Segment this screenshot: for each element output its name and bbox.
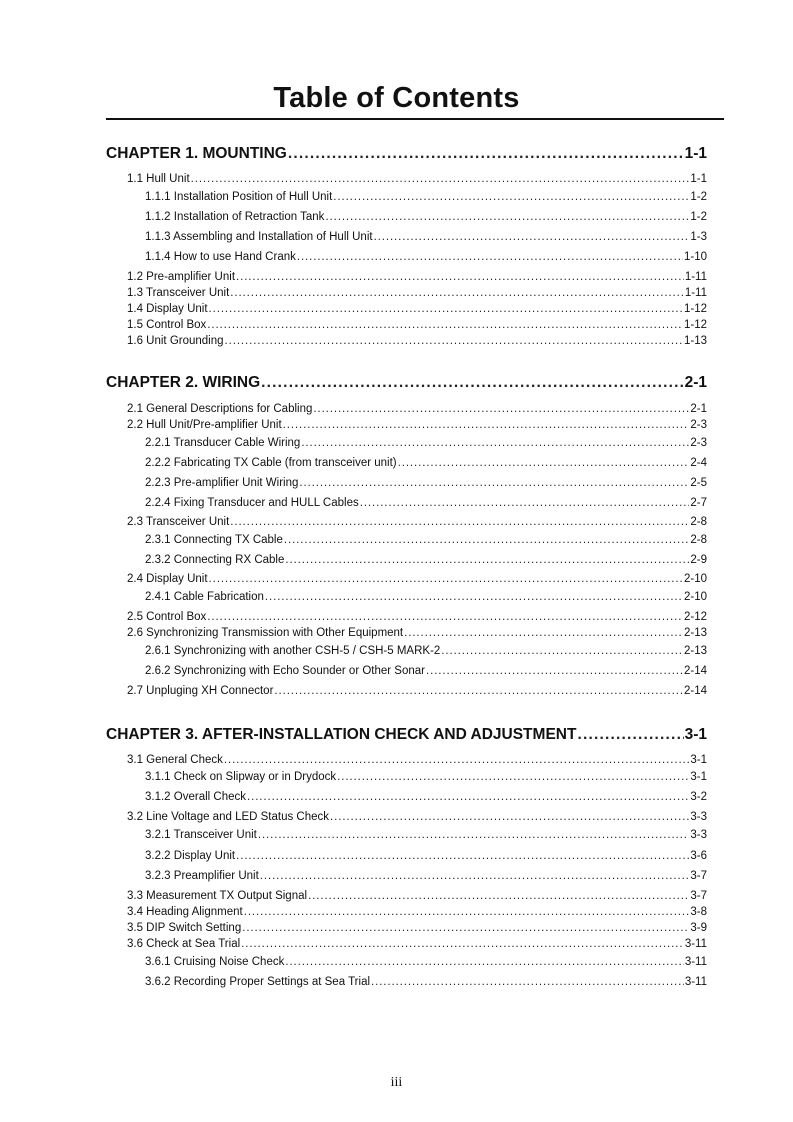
toc-entry-label: 3.2.3 Preamplifier Unit: [145, 870, 259, 882]
leader-dots: [209, 303, 683, 315]
toc-entry-label: 2.4.1 Cable Fabrication: [145, 591, 264, 603]
chapter-2-title: CHAPTER 2. WIRING: [106, 374, 261, 391]
toc-entry-page: 3-11: [684, 938, 707, 950]
toc-entry-label: 3.1.1 Check on Slipway or in Drydock: [145, 771, 337, 783]
toc-entry-label: 1.5 Control Box: [127, 319, 207, 331]
toc-entry-page: 3-3: [690, 829, 707, 841]
toc-entry-page: 2-10: [683, 573, 707, 585]
toc-entry[interactable]: [145, 591, 707, 603]
toc-entry-label: 1.6 Unit Grounding: [127, 335, 224, 347]
leader-dots: [224, 754, 689, 766]
toc-entry-label: 3.2 Line Voltage and LED Status Check: [127, 811, 330, 823]
leader-dots: [230, 287, 684, 299]
toc-entry-label: 2.5 Control Box: [127, 611, 207, 623]
toc-entry-page: 1-12: [683, 303, 707, 315]
toc-entry[interactable]: [145, 771, 707, 783]
toc-entry[interactable]: [127, 287, 707, 299]
toc-entry[interactable]: [127, 611, 707, 623]
leader-dots: [209, 573, 683, 585]
toc-entry-label: 2.2.1 Transducer Cable Wiring: [145, 437, 301, 449]
leader-dots: [283, 419, 690, 431]
leader-dots: [285, 956, 683, 968]
toc-entry-page: 3-11: [684, 976, 707, 988]
toc-entry[interactable]: [127, 419, 707, 431]
toc-entry[interactable]: [127, 922, 707, 934]
toc-entry-page: 3-1: [690, 771, 707, 783]
toc-entry-label: 1.1 Hull Unit: [127, 173, 190, 185]
toc-entry-page: 2-10: [683, 591, 707, 603]
toc-entry-label: 3.6.1 Cruising Noise Check: [145, 956, 285, 968]
leader-dots: [258, 829, 690, 841]
leader-dots: [330, 811, 689, 823]
toc-entry[interactable]: [127, 319, 707, 331]
toc-entry-label: 3.2.1 Transceiver Unit: [145, 829, 257, 841]
leader-dots: [285, 554, 689, 566]
toc-entry[interactable]: [127, 906, 707, 918]
toc-entry-page: 2-14: [683, 685, 707, 697]
toc-entry-label: 1.4 Display Unit: [127, 303, 208, 315]
page-title: Table of Contents: [273, 82, 520, 114]
leader-dots: [191, 173, 690, 185]
toc-entry-page: 3-1: [690, 754, 707, 766]
toc-entry-label: 2.6.2 Synchronizing with Echo Sounder or Other Sonar: [145, 665, 425, 677]
toc-entry-label: 2.3 Transceiver Unit: [127, 516, 230, 528]
toc-entry-label: 3.1.2 Overall Check: [145, 791, 246, 803]
toc-entry-page: 3-6: [690, 850, 707, 862]
toc-entry[interactable]: [145, 457, 707, 469]
leader-dots: [284, 534, 689, 546]
toc-entry-label: 2.6 Synchronizing Transmission with Other Equipment: [127, 627, 404, 639]
leader-dots: [274, 685, 683, 697]
leader-dots: [374, 231, 690, 243]
leader-dots: [261, 374, 683, 392]
toc-entry[interactable]: [145, 211, 707, 223]
toc-entry[interactable]: [145, 191, 707, 203]
toc-entry[interactable]: [145, 534, 707, 546]
toc-entry-page: 1-2: [690, 211, 707, 223]
toc-entry[interactable]: [127, 573, 707, 585]
toc-entry-label: 3.4 Heading Alignment: [127, 906, 243, 918]
toc-entry-page: 2-5: [690, 477, 707, 489]
toc-entry-page: 2-8: [690, 534, 707, 546]
toc-entry-label: 2.3.1 Connecting TX Cable: [145, 534, 283, 546]
toc-entry-label: 2.2.3 Pre-amplifier Unit Wiring: [145, 477, 299, 489]
toc-entry-label: 1.2 Pre-amplifier Unit: [127, 271, 236, 283]
toc-entry-page: 2-14: [683, 665, 707, 677]
title-rule: [106, 118, 724, 120]
toc-entry-label: 3.2.2 Display Unit: [145, 850, 236, 862]
toc-entry-label: 3.6 Check at Sea Trial: [127, 938, 241, 950]
toc-entry[interactable]: [127, 303, 707, 315]
leader-dots: [230, 516, 689, 528]
toc-entry-page: 2-8: [690, 516, 707, 528]
toc-entry-page: 1-13: [683, 335, 707, 347]
leader-dots: [441, 645, 683, 657]
toc-entry-label: 2.2.2 Fabricating TX Cable (from transceiver unit): [145, 457, 397, 469]
leader-dots: [337, 771, 689, 783]
toc-entry[interactable]: [145, 850, 707, 862]
chapter-1-page: 1-1: [684, 145, 707, 162]
toc-entry-page: 2-4: [690, 457, 707, 469]
leader-dots: [242, 922, 689, 934]
page-number: iii: [390, 1075, 403, 1090]
toc-entry-page: 2-13: [683, 627, 707, 639]
toc-entry-label: 3.1 General Check: [127, 754, 223, 766]
leader-dots: [398, 457, 690, 469]
toc-entry-label: 2.1 General Descriptions for Cabling: [127, 403, 313, 415]
leader-dots: [236, 271, 684, 283]
toc-entry-label: 1.1.4 How to use Hand Crank: [145, 251, 296, 263]
toc-entry-label: 2.3.2 Connecting RX Cable: [145, 554, 285, 566]
toc-entry-page: 1-11: [684, 271, 707, 283]
toc-entry[interactable]: [127, 627, 707, 639]
toc-entry-page: 2-3: [690, 437, 707, 449]
toc-entry-label: 2.2.4 Fixing Transducer and HULL Cables: [145, 497, 359, 509]
toc-entry-page: 2-7: [690, 497, 707, 509]
toc-entry-page: 3-8: [690, 906, 707, 918]
toc-entry[interactable]: [127, 516, 707, 528]
toc-entry-page: 3-11: [684, 956, 707, 968]
leader-dots: [288, 145, 684, 163]
chapter-1-title: CHAPTER 1. MOUNTING: [106, 145, 287, 162]
toc-entry-page: 3-9: [690, 922, 707, 934]
leader-dots: [404, 627, 683, 639]
leader-dots: [241, 938, 684, 950]
chapter-3-title: CHAPTER 3. AFTER-INSTALLATION CHECK AND ADJUSTMENT: [106, 726, 577, 743]
toc-entry-page: 2-1: [690, 403, 707, 415]
leader-dots: [577, 726, 683, 744]
leader-dots: [207, 319, 683, 331]
toc-entry-page: 3-7: [690, 890, 707, 902]
toc-entry[interactable]: [127, 938, 707, 950]
toc-entry[interactable]: [127, 403, 707, 415]
toc-entry-label: 2.4 Display Unit: [127, 573, 208, 585]
toc-entry-page: 1-3: [690, 231, 707, 243]
leader-dots: [236, 850, 689, 862]
toc-entry-label: 1.3 Transceiver Unit: [127, 287, 230, 299]
toc-entry[interactable]: [145, 976, 707, 988]
leader-dots: [426, 665, 683, 677]
toc-entry[interactable]: [127, 754, 707, 766]
toc-entry[interactable]: [127, 335, 707, 347]
leader-dots: [225, 335, 683, 347]
toc-entry-label: 2.7 Unpluging XH Connector: [127, 685, 274, 697]
leader-dots: [244, 906, 690, 918]
chapter-1-heading[interactable]: [106, 145, 707, 163]
toc-entry[interactable]: [145, 231, 707, 243]
toc-entry[interactable]: [127, 271, 707, 283]
toc-entry-label: 2.2 Hull Unit/Pre-amplifier Unit: [127, 419, 282, 431]
toc-entry-label: 1.1.2 Installation of Retraction Tank: [145, 211, 325, 223]
toc-entry-page: 2-13: [683, 645, 707, 657]
toc-entry[interactable]: [127, 811, 707, 823]
toc-entry-page: 1-11: [684, 287, 707, 299]
leader-dots: [247, 791, 689, 803]
leader-dots: [260, 870, 690, 882]
toc-entry-page: 2-3: [690, 419, 707, 431]
toc-entry-page: 1-1: [690, 173, 707, 185]
toc-entry-page: 1-2: [690, 191, 707, 203]
toc-entry-page: 3-7: [690, 870, 707, 882]
toc-entry-page: 2-12: [683, 611, 707, 623]
chapter-3-heading[interactable]: [106, 726, 707, 744]
toc-entry-page: 1-12: [683, 319, 707, 331]
toc-entry-label: 3.6.2 Recording Proper Settings at Sea Trial: [145, 976, 371, 988]
toc-entry-label: 2.6.1 Synchronizing with another CSH-5 / CSH-5 MARK-2: [145, 645, 441, 657]
toc-entry[interactable]: [145, 645, 707, 657]
leader-dots: [325, 211, 689, 223]
toc-entry-page: 3-3: [690, 811, 707, 823]
leader-dots: [333, 191, 689, 203]
toc-entry-label: 3.5 DIP Switch Setting: [127, 922, 242, 934]
chapter-2-page: 2-1: [684, 374, 707, 391]
leader-dots: [297, 251, 683, 263]
toc-entry[interactable]: [145, 829, 707, 841]
toc-entry[interactable]: [145, 477, 707, 489]
toc-entry[interactable]: [145, 791, 707, 803]
toc-entry[interactable]: [145, 251, 707, 263]
toc-entry[interactable]: [145, 665, 707, 677]
toc-entry-label: 3.3 Measurement TX Output Signal: [127, 890, 308, 902]
toc-entry[interactable]: [127, 890, 707, 902]
toc-entry-label: 1.1.3 Assembling and Installation of Hull Unit: [145, 231, 373, 243]
toc-entry-page: 2-9: [690, 554, 707, 566]
leader-dots: [308, 890, 689, 902]
toc-entry[interactable]: [127, 685, 707, 697]
leader-dots: [207, 611, 683, 623]
leader-dots: [371, 976, 684, 988]
chapter-2-heading[interactable]: [106, 374, 707, 392]
toc-entry-label: 1.1.1 Installation Position of Hull Unit: [145, 191, 333, 203]
leader-dots: [301, 437, 689, 449]
leader-dots: [360, 497, 690, 509]
leader-dots: [299, 477, 689, 489]
leader-dots: [265, 591, 683, 603]
toc-entry[interactable]: [145, 554, 707, 566]
toc-entry[interactable]: [127, 173, 707, 185]
toc-entry[interactable]: [145, 437, 707, 449]
toc-entry-page: 1-10: [683, 251, 707, 263]
toc-entry[interactable]: [145, 870, 707, 882]
chapter-3-page: 3-1: [684, 726, 707, 743]
toc-entry[interactable]: [145, 956, 707, 968]
leader-dots: [313, 403, 689, 415]
toc-entry-page: 3-2: [690, 791, 707, 803]
toc-entry[interactable]: [145, 497, 707, 509]
